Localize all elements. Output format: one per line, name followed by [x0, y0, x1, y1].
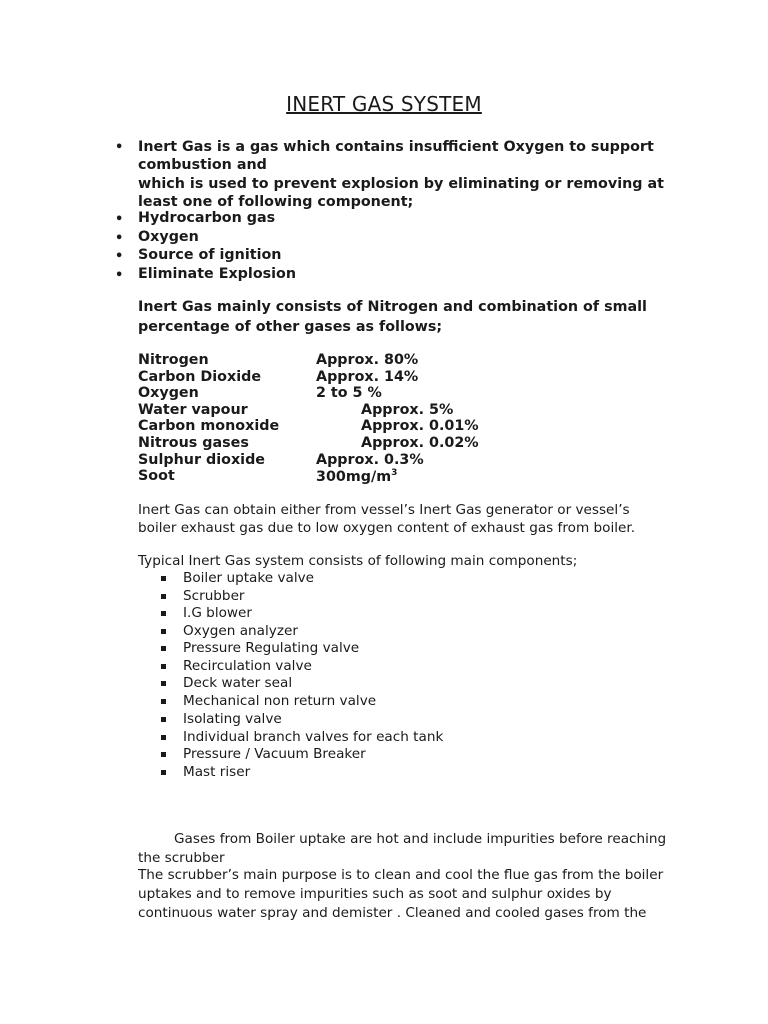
- component-item: Mast riser: [183, 764, 251, 780]
- square-bullet-icon: [161, 646, 166, 651]
- gas-name: Carbon monoxide: [138, 418, 280, 434]
- gas-name: Nitrogen: [138, 352, 209, 368]
- component-item: Boiler uptake valve: [183, 570, 315, 586]
- bullet-icon: •: [115, 140, 124, 155]
- square-bullet-icon: [161, 611, 166, 616]
- gas-value: 2 to 5 %: [316, 385, 382, 401]
- intro-line: least one of following component;: [138, 194, 414, 211]
- consists-line: percentage of other gases as follows;: [138, 319, 443, 335]
- bullet-item: Oxygen: [138, 229, 199, 245]
- bullet-icon: •: [115, 268, 124, 283]
- component-item: Pressure Regulating valve: [183, 640, 360, 656]
- closing-line: uptakes and to remove impurities such as soot and sulphur oxides by: [138, 886, 612, 902]
- square-bullet-icon: [161, 752, 166, 757]
- gas-value: Approx. 0.01%: [361, 418, 479, 434]
- bullet-icon: •: [115, 212, 124, 227]
- superscript: 3: [391, 468, 398, 478]
- bullet-item: Hydrocarbon gas: [138, 210, 276, 226]
- gas-name: Oxygen: [138, 385, 199, 401]
- closing-line: The scrubber’s main purpose is to clean and cool the flue gas from the boiler: [138, 867, 664, 883]
- component-item: Pressure / Vacuum Breaker: [183, 746, 366, 762]
- closing-line: Gases from Boiler uptake are hot and include impurities before reaching: [174, 831, 667, 847]
- square-bullet-icon: [161, 664, 166, 669]
- square-bullet-icon: [161, 576, 166, 581]
- source-line: Inert Gas can obtain either from vessel’s Inert Gas generator or vessel’s: [138, 502, 630, 518]
- square-bullet-icon: [161, 594, 166, 599]
- gas-value: Approx. 80%: [316, 352, 419, 368]
- gas-value: Approx. 5%: [361, 402, 454, 418]
- components-heading: Typical Inert Gas system consists of following main components;: [138, 553, 578, 569]
- intro-line: which is used to prevent explosion by eliminating or removing at: [138, 175, 664, 192]
- intro-line: combustion and: [138, 157, 267, 174]
- closing-line: continuous water spray and demister . Cleaned and cooled gases from the: [138, 905, 647, 921]
- component-item: Mechanical non return valve: [183, 693, 377, 709]
- component-item: Isolating valve: [183, 711, 282, 727]
- gas-value: Approx. 0.3%: [316, 452, 424, 468]
- component-item: Recirculation valve: [183, 658, 312, 674]
- square-bullet-icon: [161, 629, 166, 634]
- gas-name: Water vapour: [138, 402, 248, 418]
- gas-value: Approx. 0.02%: [361, 435, 479, 451]
- component-item: Deck water seal: [183, 675, 293, 691]
- consists-line: Inert Gas mainly consists of Nitrogen and combination of small: [138, 299, 647, 315]
- square-bullet-icon: [161, 770, 166, 775]
- bullet-icon: •: [115, 249, 124, 264]
- bullet-item: Eliminate Explosion: [138, 266, 297, 282]
- square-bullet-icon: [161, 699, 166, 704]
- component-item: Scrubber: [183, 588, 245, 604]
- component-item: Oxygen analyzer: [183, 623, 298, 639]
- closing-line: the scrubber: [138, 850, 225, 866]
- component-item: Individual branch valves for each tank: [183, 729, 444, 745]
- component-item: I.G blower: [183, 605, 252, 621]
- bullet-item: Source of ignition: [138, 247, 282, 263]
- intro-line: Inert Gas is a gas which contains insufficient Oxygen to support: [138, 139, 654, 155]
- bullet-icon: •: [115, 231, 124, 246]
- square-bullet-icon: [161, 717, 166, 722]
- gas-name: Sulphur dioxide: [138, 452, 266, 468]
- source-line: boiler exhaust gas due to low oxygen content of exhaust gas from boiler.: [138, 520, 636, 536]
- gas-value: Approx. 14%: [316, 369, 419, 385]
- intro-paragraph: [138, 138, 698, 212]
- page-title: INERT GAS SYSTEM: [286, 92, 482, 116]
- square-bullet-icon: [161, 735, 166, 740]
- square-bullet-icon: [161, 681, 166, 686]
- gas-value-text: 300mg/m: [316, 468, 392, 485]
- gas-value: [316, 468, 397, 485]
- gas-name: Soot: [138, 468, 175, 484]
- gas-name: Nitrous gases: [138, 435, 249, 451]
- gas-name: Carbon Dioxide: [138, 369, 262, 385]
